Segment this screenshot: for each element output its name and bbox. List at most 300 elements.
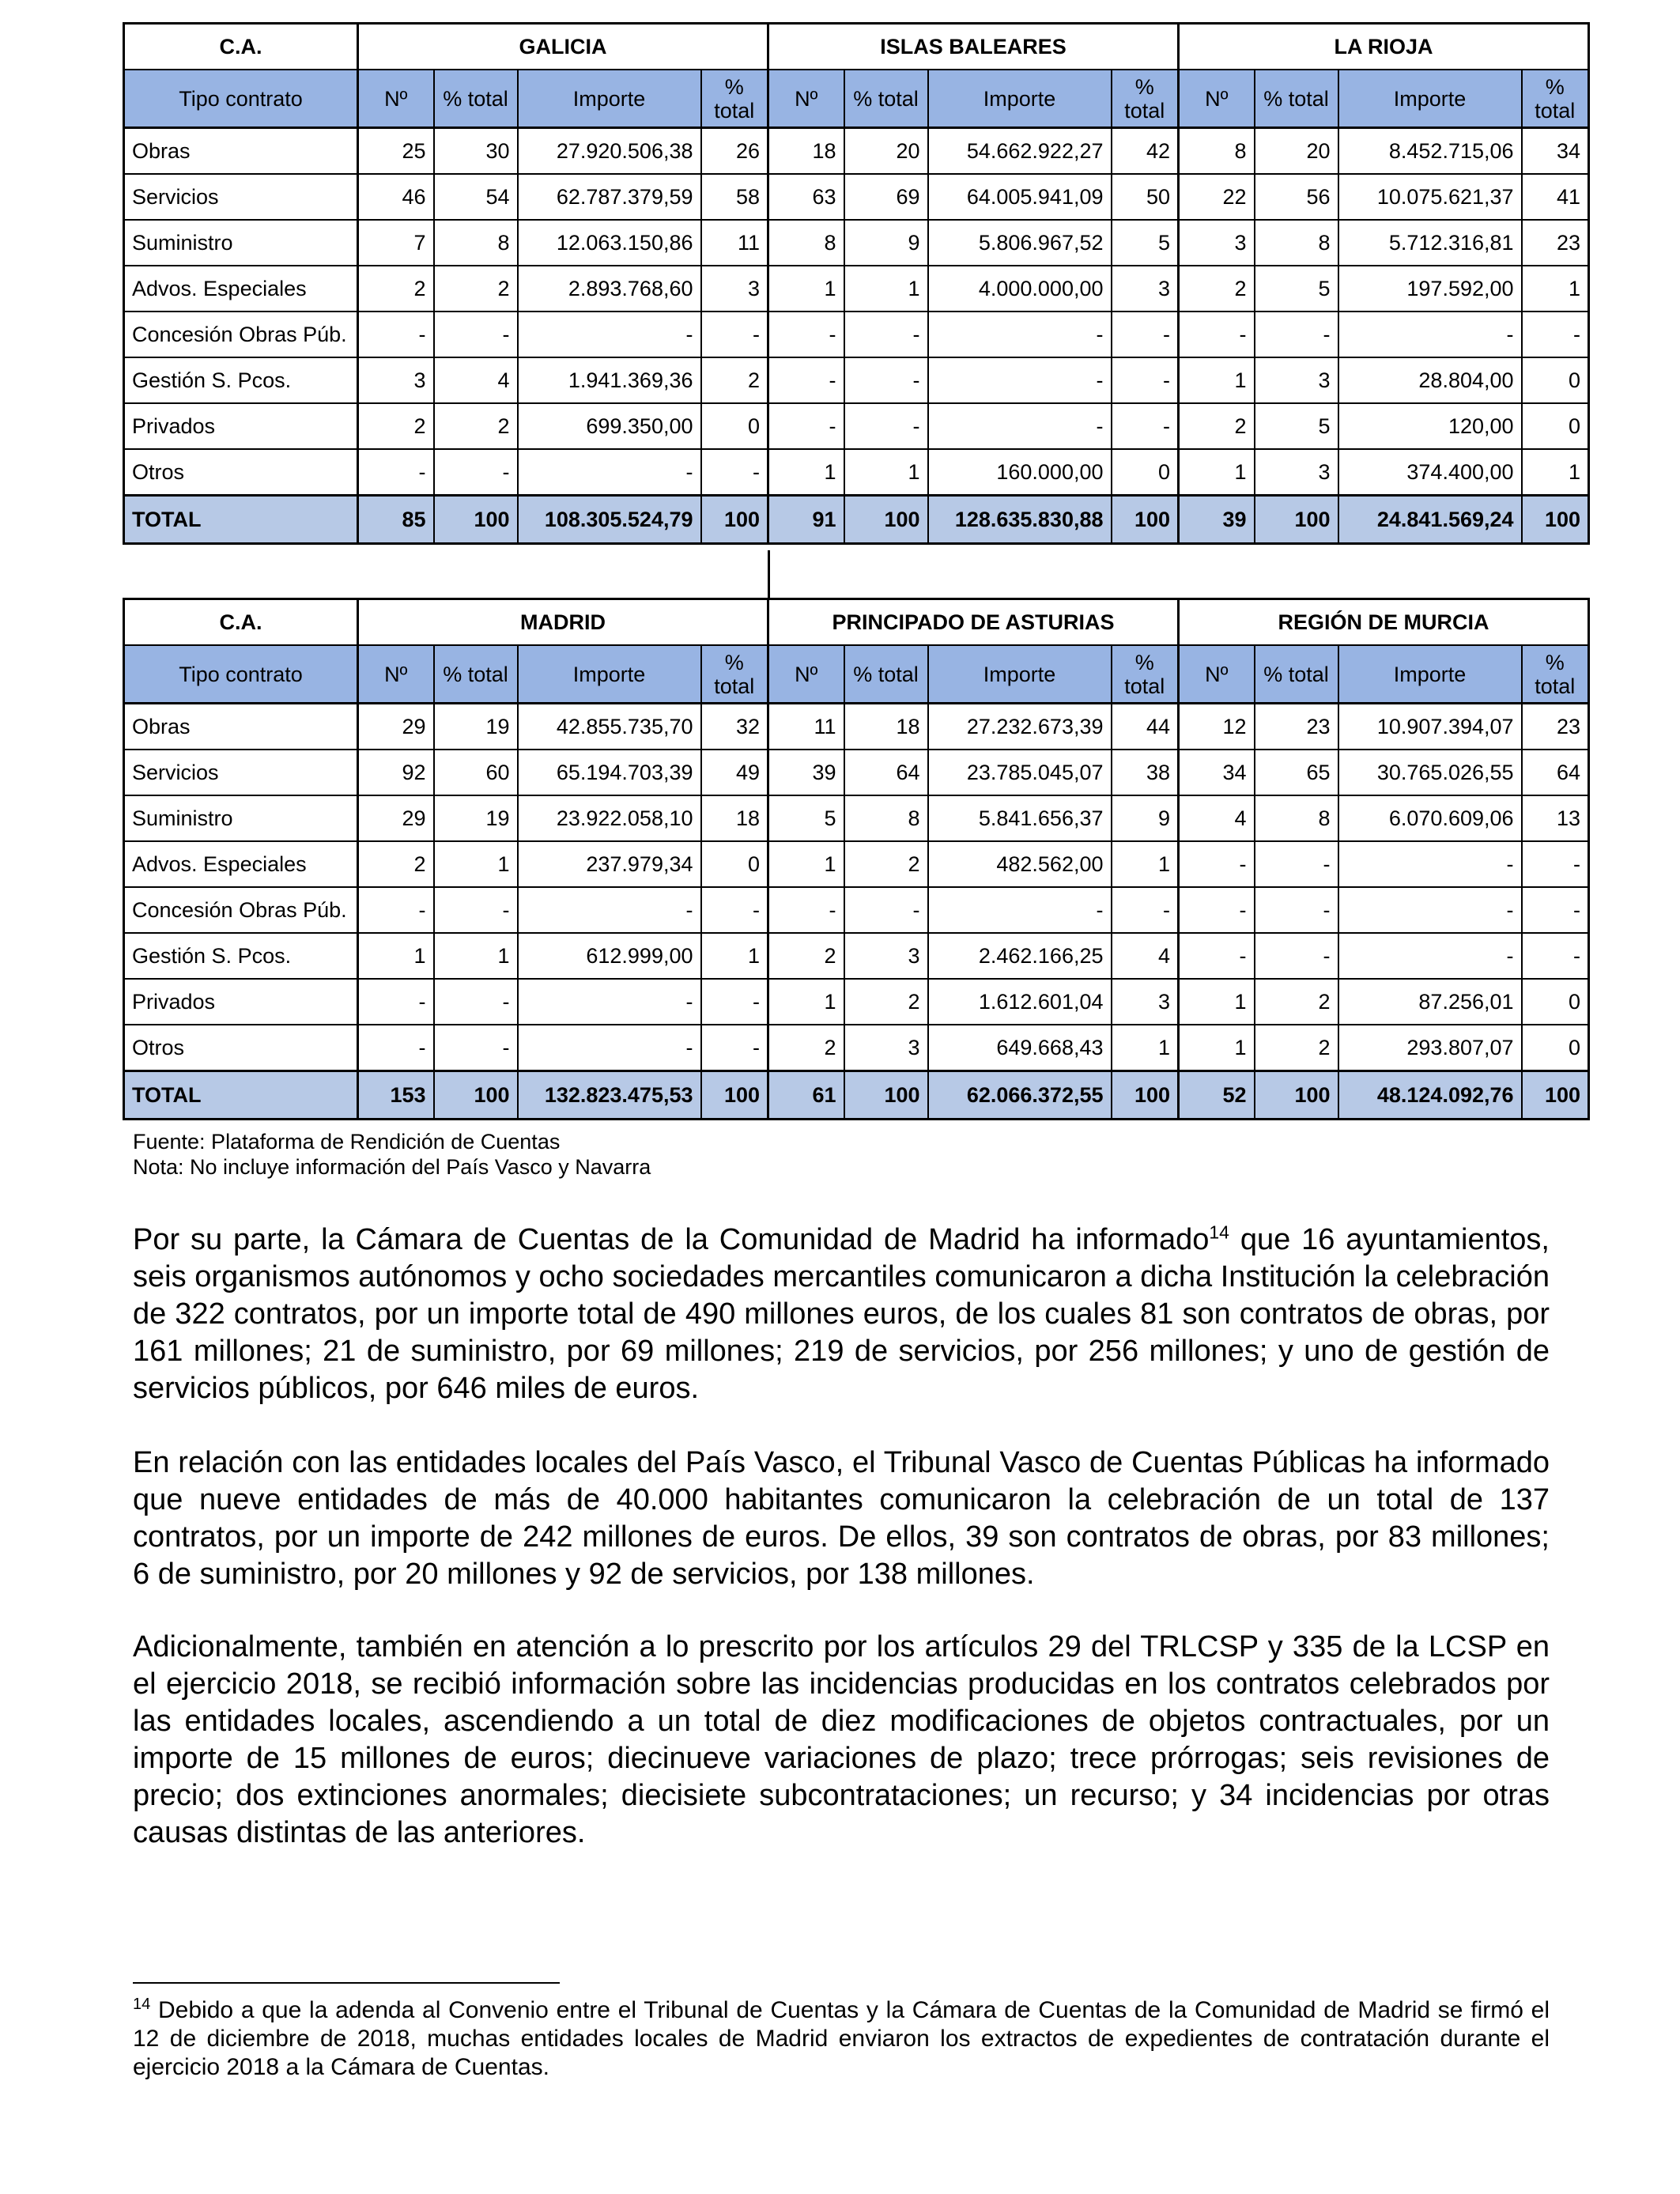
table-cell: 18: [844, 704, 928, 750]
row-label: Servicios: [124, 750, 358, 795]
table-cell: -: [844, 403, 928, 449]
table-cell: -: [1179, 312, 1255, 357]
table-cell: 1: [1179, 449, 1255, 496]
total-cell: 48.124.092,76: [1338, 1071, 1522, 1120]
table-cell: -: [1179, 841, 1255, 887]
table-cell: 32: [701, 704, 768, 750]
table-cell: 1: [434, 841, 518, 887]
row-label: Suministro: [124, 220, 358, 266]
row-label: Gestión S. Pcos.: [124, 933, 358, 979]
tipo-contrato-header: Tipo contrato: [124, 70, 358, 128]
table-cell: 30.765.026,55: [1338, 750, 1522, 795]
table-cell: 5: [1112, 220, 1179, 266]
footnote-reference[interactable]: 14: [1209, 1222, 1229, 1243]
table-cell: 34: [1522, 128, 1589, 175]
table-cell: 0: [701, 841, 768, 887]
percent-header: % total: [1255, 645, 1338, 704]
table-cell: 237.979,34: [518, 841, 701, 887]
table-cell: 65: [1255, 750, 1338, 795]
table-cell: 92: [358, 750, 434, 795]
paragraph-incidencias: Adicionalmente, también en atención a lo prescrito por los artículos 29 del TRLCSP y 335 de la LCSP en el ejercicio 2018, se recibió información sobre las incidencias producidas en los contratos celebrados por las entidades locales, ascendiendo a un total de diez modificaciones de objetos contractuales, por un importe de 15 millones de euros; diecinueve variaciones de plazo; trece prórrogas; seis revisiones de precio; dos extinciones anormales; diecisiete subcontrataciones; un recurso; y 34 incidencias por otras causas distintas de las anteriores.: [133, 1630, 1550, 1849]
table-cell: 29: [358, 795, 434, 841]
percent-header: % total: [844, 645, 928, 704]
count-header: Nº: [1179, 70, 1255, 128]
total-cell: 91: [768, 496, 844, 544]
row-label: Privados: [124, 403, 358, 449]
table-cell: 482.562,00: [928, 841, 1112, 887]
table-cell: 7: [358, 220, 434, 266]
table-cell: -: [358, 449, 434, 496]
table-row: [124, 449, 1589, 496]
table-cell: 39: [768, 750, 844, 795]
table-cell: -: [1179, 933, 1255, 979]
tipo-contrato-header: Tipo contrato: [124, 645, 358, 704]
table-cell: -: [768, 887, 844, 933]
table-cell: 11: [701, 220, 768, 266]
amount-percent-header-symbol: %: [724, 650, 744, 674]
total-cell: 100: [701, 496, 768, 544]
amount-percent-header-symbol: %: [1134, 74, 1154, 99]
region-header: ISLAS BALEARES: [768, 24, 1179, 70]
table-cell: 38: [1112, 750, 1179, 795]
row-label: Gestión S. Pcos.: [124, 357, 358, 403]
table-cell: -: [434, 449, 518, 496]
table-cell: -: [518, 979, 701, 1025]
row-label: Obras: [124, 128, 358, 175]
table-cell: -: [1112, 887, 1179, 933]
amount-percent-header-word: total: [1535, 674, 1576, 698]
row-label: Servicios: [124, 174, 358, 220]
source-line: Fuente: Plataforma de Rendición de Cuentas: [133, 1130, 561, 1154]
table-cell: 49: [701, 750, 768, 795]
table-cell: 28.804,00: [1338, 357, 1522, 403]
table-cell: 18: [701, 795, 768, 841]
table-cell: 5: [1255, 266, 1338, 312]
row-label: Privados: [124, 979, 358, 1025]
table-cell: 4.000.000,00: [928, 266, 1112, 312]
table-cell: 0: [1522, 979, 1589, 1025]
table-cell: 19: [434, 704, 518, 750]
table-cell: 1.941.369,36: [518, 357, 701, 403]
table-cell: 2: [768, 1025, 844, 1071]
region-header: LA RIOJA: [1179, 24, 1589, 70]
row-label: Advos. Especiales: [124, 841, 358, 887]
table-cell: -: [1255, 887, 1338, 933]
table-cell: -: [844, 887, 928, 933]
table-cell: 1: [844, 266, 928, 312]
table-cell: -: [1338, 841, 1522, 887]
table-cell: 2: [1179, 403, 1255, 449]
table-row: [124, 887, 1589, 933]
table-cell: 13: [1522, 795, 1589, 841]
table-cell: 4: [1179, 795, 1255, 841]
table-cell: -: [768, 403, 844, 449]
table-cell: 1.612.601,04: [928, 979, 1112, 1025]
table-cell: -: [518, 1025, 701, 1071]
table-cell: 1: [1112, 841, 1179, 887]
table-cell: 649.668,43: [928, 1025, 1112, 1071]
table-cell: 2: [358, 266, 434, 312]
table-cell: 2: [434, 266, 518, 312]
amount-percent-header-word: total: [1124, 98, 1165, 123]
table-cell: 3: [1112, 979, 1179, 1025]
total-cell: 100: [434, 496, 518, 544]
note-line: Nota: No incluye información del País Vasco y Navarra: [133, 1155, 651, 1179]
total-cell: 100: [434, 1071, 518, 1120]
amount-header: Importe: [928, 645, 1112, 704]
table-row: [124, 979, 1589, 1025]
paragraph-text: que 16 ayuntamientos, seis organismos autónomos y ocho sociedades mercantiles comunicaron a dicha Institución la celebración de 322 contratos, por un importe total de 490 millones euros, de los cuales 81 son contratos de obras, por 161 millones; 21 de suministro, por 69 millones; 219 de servicios, por 256 millones; y uno de gestión de servicios públicos, por 646 miles de euros.: [133, 1223, 1550, 1405]
table-divider-line: [768, 550, 770, 598]
table-cell: 8: [1255, 795, 1338, 841]
table-cell: -: [1338, 887, 1522, 933]
table-cell: 8: [434, 220, 518, 266]
total-cell: 132.823.475,53: [518, 1071, 701, 1120]
table-cell: 2: [358, 403, 434, 449]
total-cell: 100: [1255, 1071, 1338, 1120]
column-header-row: [124, 70, 1589, 128]
table-cell: -: [1179, 887, 1255, 933]
ca-header-row: [124, 599, 1589, 646]
table-cell: -: [1112, 357, 1179, 403]
table-cell: 11: [768, 704, 844, 750]
table-source-note: [133, 1129, 651, 1180]
footnote-separator: [133, 1982, 560, 1984]
table-cell: 2: [358, 841, 434, 887]
table-cell: 1: [768, 449, 844, 496]
table-cell: 1: [768, 841, 844, 887]
total-cell: 100: [1112, 496, 1179, 544]
contracts-table-1: [123, 22, 1590, 545]
table-cell: 1: [768, 266, 844, 312]
table-cell: 1: [1179, 1025, 1255, 1071]
table-cell: 3: [844, 1025, 928, 1071]
amount-percent-header-symbol: %: [1134, 650, 1154, 674]
table-cell: 19: [434, 795, 518, 841]
table-cell: 87.256,01: [1338, 979, 1522, 1025]
table-cell: 2: [1179, 266, 1255, 312]
total-cell: 61: [768, 1071, 844, 1120]
row-label: Otros: [124, 449, 358, 496]
table-cell: 3: [701, 266, 768, 312]
amount-percent-header: [1522, 645, 1589, 704]
region-header: REGIÓN DE MURCIA: [1179, 599, 1589, 646]
table-cell: 5: [1255, 403, 1338, 449]
table-cell: 23.785.045,07: [928, 750, 1112, 795]
total-cell: 100: [1255, 496, 1338, 544]
table-cell: 3: [1255, 357, 1338, 403]
row-label: Obras: [124, 704, 358, 750]
table-cell: 23: [1522, 704, 1589, 750]
table-cell: 46: [358, 174, 434, 220]
table-cell: 23: [1255, 704, 1338, 750]
amount-percent-header-word: total: [714, 674, 755, 698]
table-cell: 23: [1522, 220, 1589, 266]
table-row: [124, 933, 1589, 979]
table-cell: 65.194.703,39: [518, 750, 701, 795]
total-cell: 128.635.830,88: [928, 496, 1112, 544]
amount-header: Importe: [1338, 645, 1522, 704]
table-cell: 56: [1255, 174, 1338, 220]
table-cell: -: [844, 312, 928, 357]
table-row: [124, 357, 1589, 403]
total-cell: 62.066.372,55: [928, 1071, 1112, 1120]
table-cell: 0: [1522, 357, 1589, 403]
table-cell: -: [701, 887, 768, 933]
table-cell: 69: [844, 174, 928, 220]
table-cell: 60: [434, 750, 518, 795]
table-cell: -: [768, 312, 844, 357]
table-cell: 41: [1522, 174, 1589, 220]
table-cell: 10.075.621,37: [1338, 174, 1522, 220]
count-header: Nº: [768, 70, 844, 128]
table-cell: 197.592,00: [1338, 266, 1522, 312]
total-cell: 100: [701, 1071, 768, 1120]
total-cell: 153: [358, 1071, 434, 1120]
region-header: PRINCIPADO DE ASTURIAS: [768, 599, 1179, 646]
table-cell: -: [434, 887, 518, 933]
table-cell: -: [1338, 933, 1522, 979]
total-cell: 100: [1112, 1071, 1179, 1120]
table-cell: 6.070.609,06: [1338, 795, 1522, 841]
row-label: Concesión Obras Púb.: [124, 887, 358, 933]
table-cell: 44: [1112, 704, 1179, 750]
total-cell: 100: [1522, 496, 1589, 544]
paragraph-madrid: [133, 1222, 1550, 1407]
table-cell: 0: [701, 403, 768, 449]
table-cell: -: [358, 887, 434, 933]
table-cell: 2: [844, 979, 928, 1025]
table-cell: 29: [358, 704, 434, 750]
table-cell: 612.999,00: [518, 933, 701, 979]
amount-percent-header: [1112, 70, 1179, 128]
table-cell: 22: [1179, 174, 1255, 220]
percent-header: % total: [434, 645, 518, 704]
table-cell: 34: [1179, 750, 1255, 795]
amount-percent-header: [701, 645, 768, 704]
amount-header: Importe: [518, 70, 701, 128]
table-cell: -: [928, 312, 1112, 357]
row-label: Concesión Obras Púb.: [124, 312, 358, 357]
table-cell: 699.350,00: [518, 403, 701, 449]
footnote-text: Debido a que la adenda al Convenio entre el Tribunal de Cuentas y la Cámara de Cuentas de la Comunidad de Madrid se firmó el 12 de diciembre de 2018, muchas entidades locales de Madrid enviaron los extractos de expedientes de contratación durante el ejercicio 2018 a la Cámara de Cuentas.: [133, 1997, 1550, 2080]
table-cell: -: [1522, 841, 1589, 887]
table-cell: 9: [844, 220, 928, 266]
table-cell: 293.807,07: [1338, 1025, 1522, 1071]
table-cell: -: [1522, 887, 1589, 933]
table-cell: 2: [1255, 1025, 1338, 1071]
table-cell: -: [768, 357, 844, 403]
amount-percent-header: [701, 70, 768, 128]
count-header: Nº: [768, 645, 844, 704]
table-cell: 4: [1112, 933, 1179, 979]
table-cell: -: [358, 1025, 434, 1071]
table-cell: -: [928, 403, 1112, 449]
table-cell: 23.922.058,10: [518, 795, 701, 841]
amount-percent-header: [1522, 70, 1589, 128]
table-cell: 1: [1179, 979, 1255, 1025]
total-cell: 85: [358, 496, 434, 544]
table-cell: -: [701, 449, 768, 496]
table-cell: 0: [1522, 403, 1589, 449]
table-cell: 5.806.967,52: [928, 220, 1112, 266]
table-cell: 64.005.941,09: [928, 174, 1112, 220]
table-row: [124, 704, 1589, 750]
table-cell: 160.000,00: [928, 449, 1112, 496]
table-cell: 3: [1112, 266, 1179, 312]
table-cell: 10.907.394,07: [1338, 704, 1522, 750]
table-cell: 0: [1522, 1025, 1589, 1071]
table-cell: 20: [1255, 128, 1338, 175]
column-header-row: [124, 645, 1589, 704]
total-cell: 24.841.569,24: [1338, 496, 1522, 544]
table-cell: 8: [844, 795, 928, 841]
table-cell: 1: [1522, 449, 1589, 496]
table-cell: 9: [1112, 795, 1179, 841]
footnote: [133, 1996, 1550, 2082]
table-cell: 63: [768, 174, 844, 220]
amount-percent-header-word: total: [714, 98, 755, 123]
table-cell: -: [1255, 841, 1338, 887]
table-cell: 64: [1522, 750, 1589, 795]
amount-percent-header-symbol: %: [1545, 74, 1565, 99]
table-cell: 2: [768, 933, 844, 979]
table-cell: 42.855.735,70: [518, 704, 701, 750]
table-row: [124, 220, 1589, 266]
table-cell: -: [701, 312, 768, 357]
table-cell: -: [928, 887, 1112, 933]
table-cell: 1: [358, 933, 434, 979]
amount-percent-header-symbol: %: [1545, 650, 1565, 674]
table-cell: -: [1338, 312, 1522, 357]
table-cell: -: [928, 357, 1112, 403]
table-cell: 8.452.715,06: [1338, 128, 1522, 175]
table-row: [124, 1025, 1589, 1071]
row-label: Otros: [124, 1025, 358, 1071]
table-cell: 3: [358, 357, 434, 403]
percent-header: % total: [1255, 70, 1338, 128]
table-cell: -: [434, 312, 518, 357]
table-row: [124, 128, 1589, 175]
total-label: TOTAL: [124, 1071, 358, 1120]
amount-percent-header-symbol: %: [724, 74, 744, 99]
table-cell: -: [1112, 312, 1179, 357]
total-label: TOTAL: [124, 496, 358, 544]
paragraph-text: Por su parte, la Cámara de Cuentas de la Comunidad de Madrid ha informado: [133, 1223, 1210, 1256]
table-cell: 1: [1522, 266, 1589, 312]
table-cell: 1: [701, 933, 768, 979]
table-cell: 2: [434, 403, 518, 449]
amount-percent-header: [1112, 645, 1179, 704]
table-row: [124, 312, 1589, 357]
table-cell: 2: [701, 357, 768, 403]
table-cell: 1: [1179, 357, 1255, 403]
table-cell: 3: [1179, 220, 1255, 266]
table-cell: 3: [844, 933, 928, 979]
ca-label: C.A.: [124, 24, 358, 70]
count-header: Nº: [358, 645, 434, 704]
table-cell: 5: [768, 795, 844, 841]
table-cell: 54.662.922,27: [928, 128, 1112, 175]
percent-header: % total: [434, 70, 518, 128]
table-cell: -: [518, 312, 701, 357]
table-cell: 1: [434, 933, 518, 979]
table-cell: 62.787.379,59: [518, 174, 701, 220]
table-cell: 20: [844, 128, 928, 175]
table-cell: 8: [1255, 220, 1338, 266]
table-cell: -: [434, 1025, 518, 1071]
total-row: [124, 496, 1589, 544]
table-cell: -: [358, 979, 434, 1025]
table-cell: 2.462.166,25: [928, 933, 1112, 979]
table-cell: -: [518, 887, 701, 933]
row-label: Suministro: [124, 795, 358, 841]
table-cell: -: [358, 312, 434, 357]
amount-header: Importe: [928, 70, 1112, 128]
total-cell: 39: [1179, 496, 1255, 544]
table-row: [124, 174, 1589, 220]
contracts-table-2: [123, 598, 1590, 1120]
table-cell: 374.400,00: [1338, 449, 1522, 496]
table-cell: 8: [768, 220, 844, 266]
count-header: Nº: [358, 70, 434, 128]
amount-percent-header-word: total: [1535, 98, 1576, 123]
table-cell: -: [1255, 933, 1338, 979]
table-cell: 27.232.673,39: [928, 704, 1112, 750]
total-cell: 52: [1179, 1071, 1255, 1120]
table-row: [124, 266, 1589, 312]
table-cell: 12.063.150,86: [518, 220, 701, 266]
table-cell: 120,00: [1338, 403, 1522, 449]
table-cell: 18: [768, 128, 844, 175]
table-cell: -: [844, 357, 928, 403]
table-cell: 3: [1255, 449, 1338, 496]
table-cell: -: [1255, 312, 1338, 357]
table-cell: -: [1522, 933, 1589, 979]
table-cell: 2: [1255, 979, 1338, 1025]
ca-label: C.A.: [124, 599, 358, 646]
table-cell: 54: [434, 174, 518, 220]
table-cell: 4: [434, 357, 518, 403]
table-cell: 58: [701, 174, 768, 220]
total-cell: 100: [844, 1071, 928, 1120]
region-header: MADRID: [358, 599, 768, 646]
table-row: [124, 403, 1589, 449]
total-cell: 100: [844, 496, 928, 544]
table-cell: 25: [358, 128, 434, 175]
table-cell: 26: [701, 128, 768, 175]
table-cell: -: [701, 979, 768, 1025]
table-cell: 2.893.768,60: [518, 266, 701, 312]
table-cell: 2: [844, 841, 928, 887]
table-cell: 27.920.506,38: [518, 128, 701, 175]
amount-percent-header-word: total: [1124, 674, 1165, 698]
table-cell: 42: [1112, 128, 1179, 175]
total-cell: 108.305.524,79: [518, 496, 701, 544]
table-cell: 50: [1112, 174, 1179, 220]
total-row: [124, 1071, 1589, 1120]
table-cell: 1: [1112, 1025, 1179, 1071]
amount-header: Importe: [1338, 70, 1522, 128]
table-cell: -: [518, 449, 701, 496]
table-cell: -: [1522, 312, 1589, 357]
table-row: [124, 750, 1589, 795]
ca-header-row: [124, 24, 1589, 70]
table-cell: -: [701, 1025, 768, 1071]
percent-header: % total: [844, 70, 928, 128]
count-header: Nº: [1179, 645, 1255, 704]
table-cell: 8: [1179, 128, 1255, 175]
